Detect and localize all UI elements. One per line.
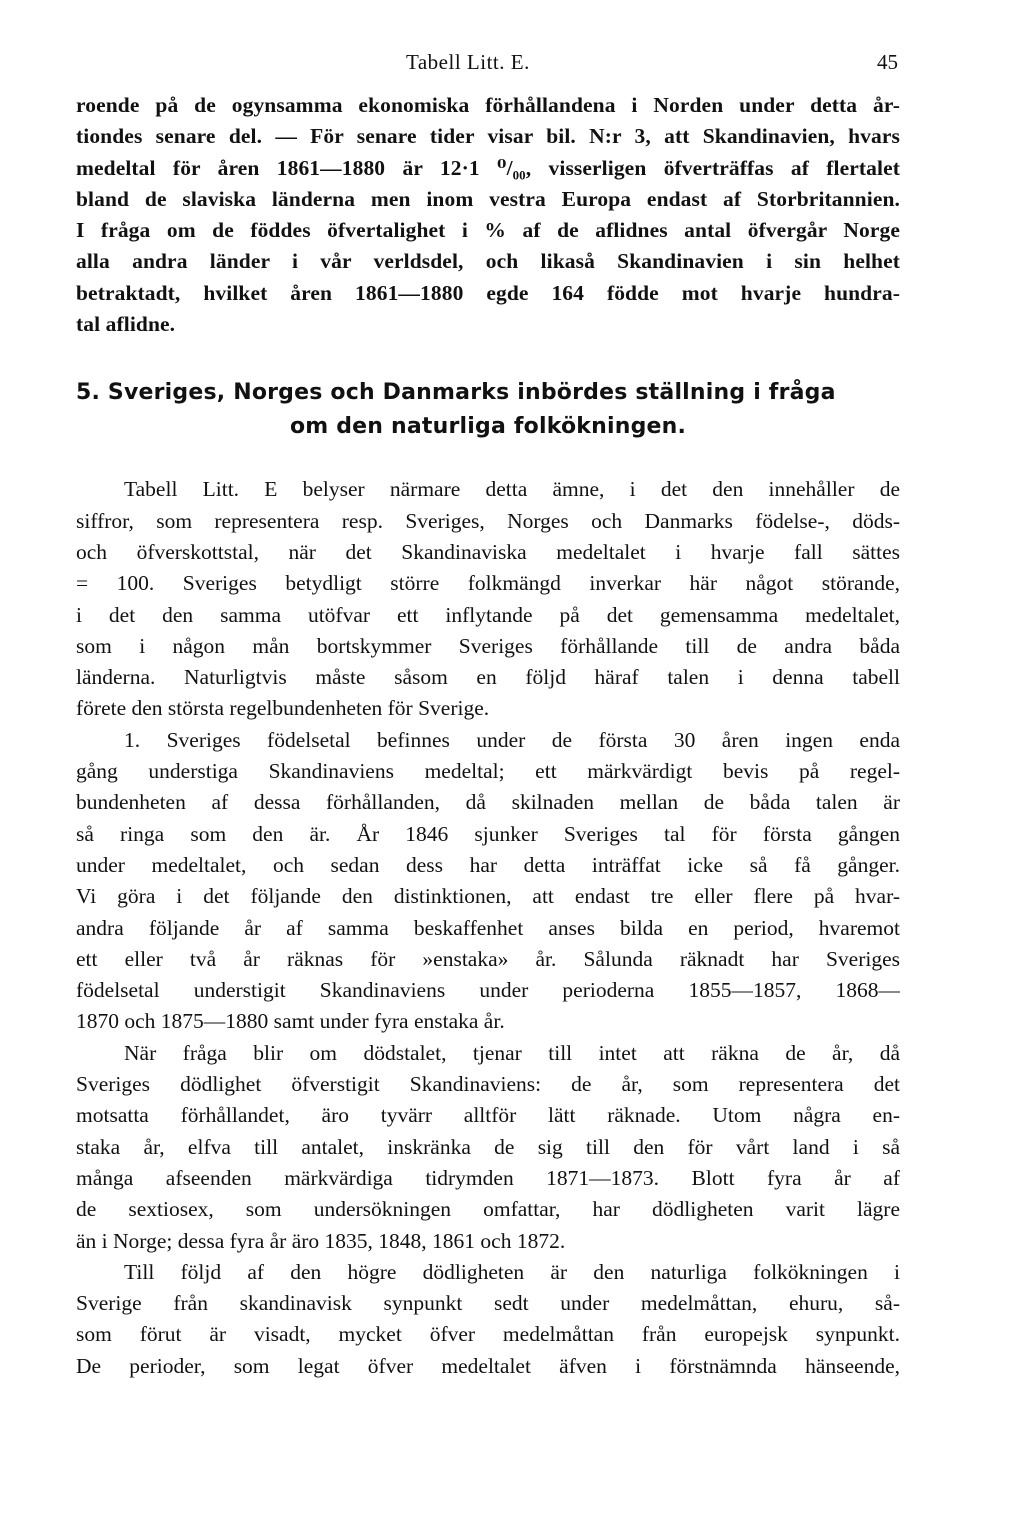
section-heading-line-1: 5. Sveriges, Norges och Danmarks inbördes ställning i fråga <box>76 380 836 406</box>
text-line: betraktadt, hvilket åren 1861—1880 egde 164 födde mot hvarje hundra- <box>76 280 900 305</box>
paragraph-3 <box>76 725 900 1038</box>
header-title: Tabell Litt. E. <box>406 50 530 74</box>
text-line: än i Norge; dessa fyra år äro 1835, 1848, 1861 och 1872. <box>76 1228 566 1253</box>
text-line: Vi göra i det följande den distinktionen, att endast tre eller flere på hvar- <box>76 884 900 909</box>
text-line: De perioder, som legat öfver medeltalet äfven i förstnämnda hänseende, <box>76 1353 900 1378</box>
document-page <box>76 42 900 1382</box>
text-line: 1870 och 1875—1880 samt under fyra enstaka år. <box>76 1009 505 1034</box>
text-line: som förut är visadt, mycket öfver medelmåttan från europejsk synpunkt. <box>76 1322 900 1347</box>
text-line: bland de slaviska länderna men inom vestra Europa endast af Storbritannien. <box>76 186 900 211</box>
text-line: ett eller två år räknas för »enstaka» år. Sålunda räknadt har Sveriges <box>76 946 900 971</box>
page-number: 45 <box>877 50 898 74</box>
text-line: tiondes senare del. — För senare tider visar bil. N:r 3, att Skandinavien, hvars <box>76 124 900 149</box>
text-line: Sveriges dödlighet öfverstigit Skandinaviens: de år, som representera det <box>76 1072 900 1097</box>
text-line: motsatta förhållandet, äro tyvärr alltför lätt räknade. Utom några en- <box>76 1103 900 1128</box>
text-line: under medeltalet, och sedan dess har detta inträffat icke så få gånger. <box>76 852 900 877</box>
text-line: roende på de ogynsamma ekonomiska förhållandena i Norden under detta år- <box>76 93 900 117</box>
text-line: medeltal för åren 1861—1880 är 12·1 ⁰/₀₀, visserligen öfverträffas af flertalet <box>76 155 900 180</box>
text-line: staka år, elfva till antalet, inskränka de sig till den för vårt land i så <box>76 1134 900 1159</box>
text-line: andra följande år af samma beskaffenhet anses bilda en period, hvaremot <box>76 915 900 940</box>
text-line: gång understiga Skandinaviens medeltal; ett märkvärdigt bevis på regel- <box>76 759 900 784</box>
text-line: alla andra länder i vår verldsdel, och likaså Skandinavien i sin helhet <box>76 249 900 274</box>
text-line: Sverige från skandinavisk synpunkt sedt under medelmåttan, ehuru, så- <box>76 1291 900 1316</box>
text-line: födelsetal understigit Skandinaviens under perioderna 1855—1857, 1868— <box>76 978 900 1003</box>
text-line: I fråga om de föddes öfvertalighet i % af de aflidnes antal öfvergår Norge <box>76 218 900 243</box>
text-line: förete den största regelbundenheten för Sverige. <box>76 696 490 721</box>
text-line: = 100. Sveriges betydligt större folkmängd inverkar här något störande, <box>76 571 900 596</box>
text-line: länderna. Naturligtvis måste såsom en följd häraf talen i denna tabell <box>76 665 900 690</box>
section-heading <box>76 376 900 444</box>
paragraph-5 <box>76 1257 900 1382</box>
text-line: så ringa som den är. År 1846 sjunker Sveriges tal för första gången <box>76 821 900 846</box>
paragraph-2 <box>76 474 900 724</box>
text-line: och öfverskottstal, när det Skandinaviska medeltalet i hvarje fall sättes <box>76 539 900 564</box>
paragraph-1 <box>76 90 900 340</box>
text-line: Tabell Litt. E belyser närmare detta ämne, i det den innehåller de <box>124 477 900 502</box>
text-line: många afseenden märkvärdiga tidrymden 1871—1873. Blott fyra år af <box>76 1165 900 1190</box>
text-line: När fråga blir om dödstalet, tjenar till intet att räkna de år, då <box>124 1040 900 1065</box>
text-line: de sextiosex, som undersökningen omfattar, har dödligheten varit lägre <box>76 1197 900 1222</box>
text-line: 1. Sveriges födelsetal befinnes under de första 30 åren ingen enda <box>124 727 900 752</box>
section-heading-line-2: om den naturliga folkökningen. <box>289 414 687 440</box>
running-header <box>76 42 900 90</box>
text-line: tal aflidne. <box>76 312 176 337</box>
text-line: bundenheten af dessa förhållanden, då skilnaden mellan de båda talen är <box>76 790 900 815</box>
text-line: som i någon mån bortskymmer Sveriges förhållande till de andra båda <box>76 633 900 658</box>
paragraph-4 <box>76 1038 900 1257</box>
text-line: siffror, som representera resp. Sveriges, Norges och Danmarks födelse-, döds- <box>76 508 900 533</box>
text-line: i det den samma utöfvar ett inflytande på det gemensamma medeltalet, <box>76 602 900 627</box>
text-line: Till följd af den högre dödligheten är den naturliga folkökningen i <box>124 1259 900 1284</box>
